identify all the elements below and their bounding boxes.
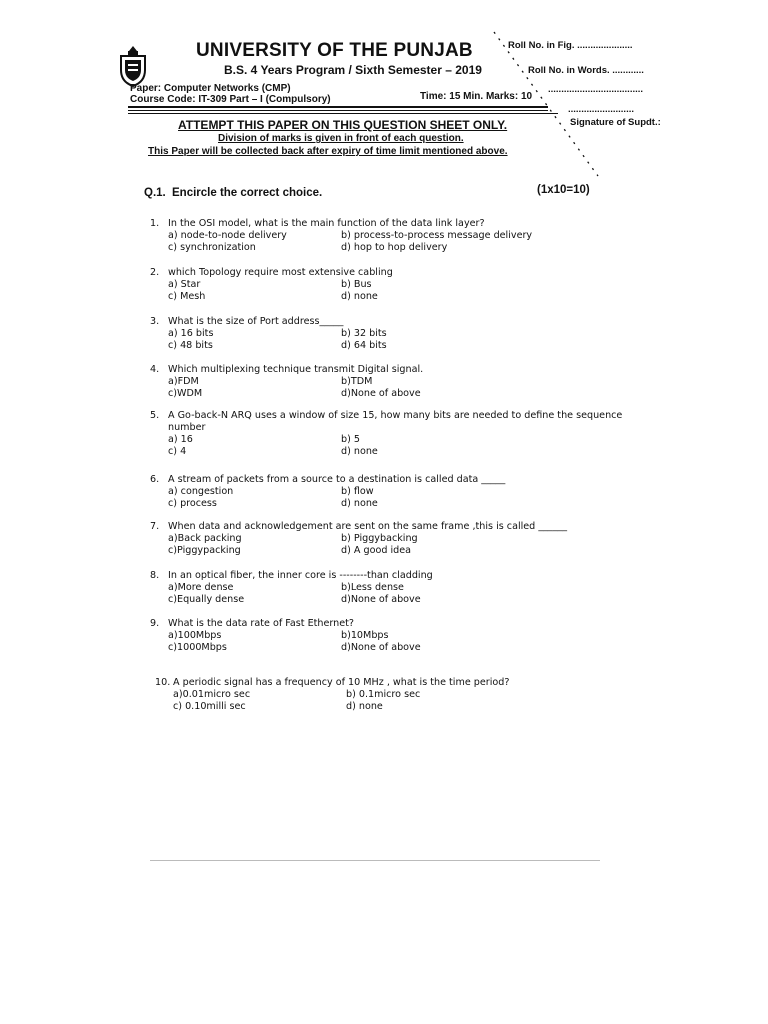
question-number: 3. <box>150 316 160 327</box>
course-code: Course Code: IT-309 Part – I (Compulsory) <box>130 94 331 105</box>
option-d[interactable]: d)None of above <box>341 642 421 653</box>
option-a[interactable]: a) node-to-node delivery <box>168 230 287 241</box>
question-text: In an optical fiber, the inner core is --------than cladding <box>168 570 433 581</box>
question-2 <box>150 267 650 303</box>
question-number: 2. <box>150 267 160 278</box>
question-text: which Topology require most extensive cabling <box>168 267 393 278</box>
question-number: 5. <box>150 410 160 421</box>
university-name: UNIVERSITY OF THE PUNJAB <box>196 40 473 61</box>
option-c[interactable]: c) process <box>168 498 217 509</box>
section-marks: (1x10=10) <box>537 184 590 196</box>
option-c[interactable]: c)Equally dense <box>168 594 245 605</box>
signature-dots: ......................... <box>568 104 634 115</box>
question-text-continued: number <box>168 422 206 433</box>
question-5 <box>150 410 650 458</box>
header-rule-top <box>128 106 548 108</box>
question-number: 7. <box>150 521 160 532</box>
footer-divider <box>150 860 600 861</box>
option-b[interactable]: b) 32 bits <box>341 328 387 339</box>
option-a[interactable]: a) 16 <box>168 434 193 445</box>
option-d[interactable]: d) hop to hop delivery <box>341 242 448 253</box>
question-text: In the OSI model, what is the main function of the data link layer? <box>168 218 485 229</box>
header-rule-middle <box>128 110 548 111</box>
option-c[interactable]: c) Mesh <box>168 291 206 302</box>
question-10 <box>155 677 655 713</box>
question-8 <box>150 570 650 606</box>
time-marks: Time: 15 Min. Marks: 10 <box>420 91 533 102</box>
option-a[interactable]: a) 16 bits <box>168 328 214 339</box>
question-9 <box>150 618 650 654</box>
question-number: 6. <box>150 474 160 485</box>
paper-name: Paper: Computer Networks (CMP) <box>130 83 291 94</box>
option-b[interactable]: b)TDM <box>341 376 373 387</box>
instruction-division: Division of marks is given in front of each question. <box>218 133 464 144</box>
question-number: 1. <box>150 218 160 229</box>
question-number: 4. <box>150 364 160 375</box>
option-a[interactable]: a)More dense <box>168 582 234 593</box>
option-b[interactable]: b) 0.1micro sec <box>346 689 421 700</box>
option-c[interactable]: c)Piggypacking <box>168 545 241 556</box>
option-c[interactable]: c) synchronization <box>168 242 256 253</box>
question-text: A periodic signal has a frequency of 10 MHz , what is the time period? <box>173 677 510 688</box>
university-crest-icon <box>116 44 150 88</box>
option-b[interactable]: b) flow <box>341 486 374 497</box>
signature-supdt: Signature of Supdt.: <box>570 117 661 128</box>
option-d[interactable]: d) none <box>346 701 383 712</box>
question-text: A Go-back-N ARQ uses a window of size 15, how many bits are needed to define the sequence <box>168 410 623 421</box>
option-d[interactable]: d) none <box>341 498 378 509</box>
question-7 <box>150 521 650 557</box>
option-b[interactable]: b) Piggybacking <box>341 533 418 544</box>
instruction-attempt: ATTEMPT THIS PAPER ON THIS QUESTION SHEET ONLY. <box>178 118 508 132</box>
option-c[interactable]: c) 4 <box>168 446 187 457</box>
option-c[interactable]: c)WDM <box>168 388 203 399</box>
roll-no-words: Roll No. in Words. ............ <box>528 65 644 76</box>
program-title: B.S. 4 Years Program / Sixth Semester – 2019 <box>224 63 482 77</box>
option-d[interactable]: d)None of above <box>341 388 421 399</box>
option-d[interactable]: d) none <box>341 291 378 302</box>
option-d[interactable]: d) none <box>341 446 378 457</box>
instruction-collected: This Paper will be collected back after expiry of time limit mentioned above. <box>148 146 508 157</box>
option-a[interactable]: a)FDM <box>168 376 199 387</box>
question-text: When data and acknowledgement are sent on the same frame ,this is called ______ <box>168 521 568 532</box>
option-c[interactable]: c) 48 bits <box>168 340 213 351</box>
option-c[interactable]: c) 0.10milli sec <box>173 701 246 712</box>
roll-no-fig: Roll No. in Fig. ..................... <box>508 40 633 51</box>
question-3 <box>150 316 650 352</box>
option-d[interactable]: d) 64 bits <box>341 340 387 351</box>
option-b[interactable]: b) Bus <box>341 279 372 290</box>
question-text: What is the size of Port address_____ <box>168 316 344 327</box>
option-b[interactable]: b) process-to-process message delivery <box>341 230 533 241</box>
option-a[interactable]: a)100Mbps <box>168 630 222 641</box>
option-a[interactable]: a)0.01micro sec <box>173 689 251 700</box>
question-6 <box>150 474 650 510</box>
question-1 <box>150 218 650 254</box>
section-number: Q.1. <box>144 187 166 199</box>
option-b[interactable]: b) 5 <box>341 434 360 445</box>
option-b[interactable]: b)10Mbps <box>341 630 389 641</box>
question-text: A stream of packets from a source to a destination is called data _____ <box>168 474 506 485</box>
option-c[interactable]: c)1000Mbps <box>168 642 227 653</box>
question-number: 10. <box>155 677 171 688</box>
option-b[interactable]: b)Less dense <box>341 582 404 593</box>
roll-no-dots: .................................... <box>548 84 644 95</box>
question-text: What is the data rate of Fast Ethernet? <box>168 618 355 629</box>
option-a[interactable]: a) congestion <box>168 486 234 497</box>
option-d[interactable]: d)None of above <box>341 594 421 605</box>
question-text: Which multiplexing technique transmit Digital signal. <box>168 364 424 375</box>
option-a[interactable]: a) Star <box>168 279 201 290</box>
question-number: 8. <box>150 570 160 581</box>
question-number: 9. <box>150 618 160 629</box>
option-a[interactable]: a)Back packing <box>168 533 242 544</box>
section-title: Encircle the correct choice. <box>172 187 323 199</box>
section-heading <box>144 187 322 199</box>
question-4 <box>150 364 650 400</box>
option-d[interactable]: d) A good idea <box>341 545 411 556</box>
